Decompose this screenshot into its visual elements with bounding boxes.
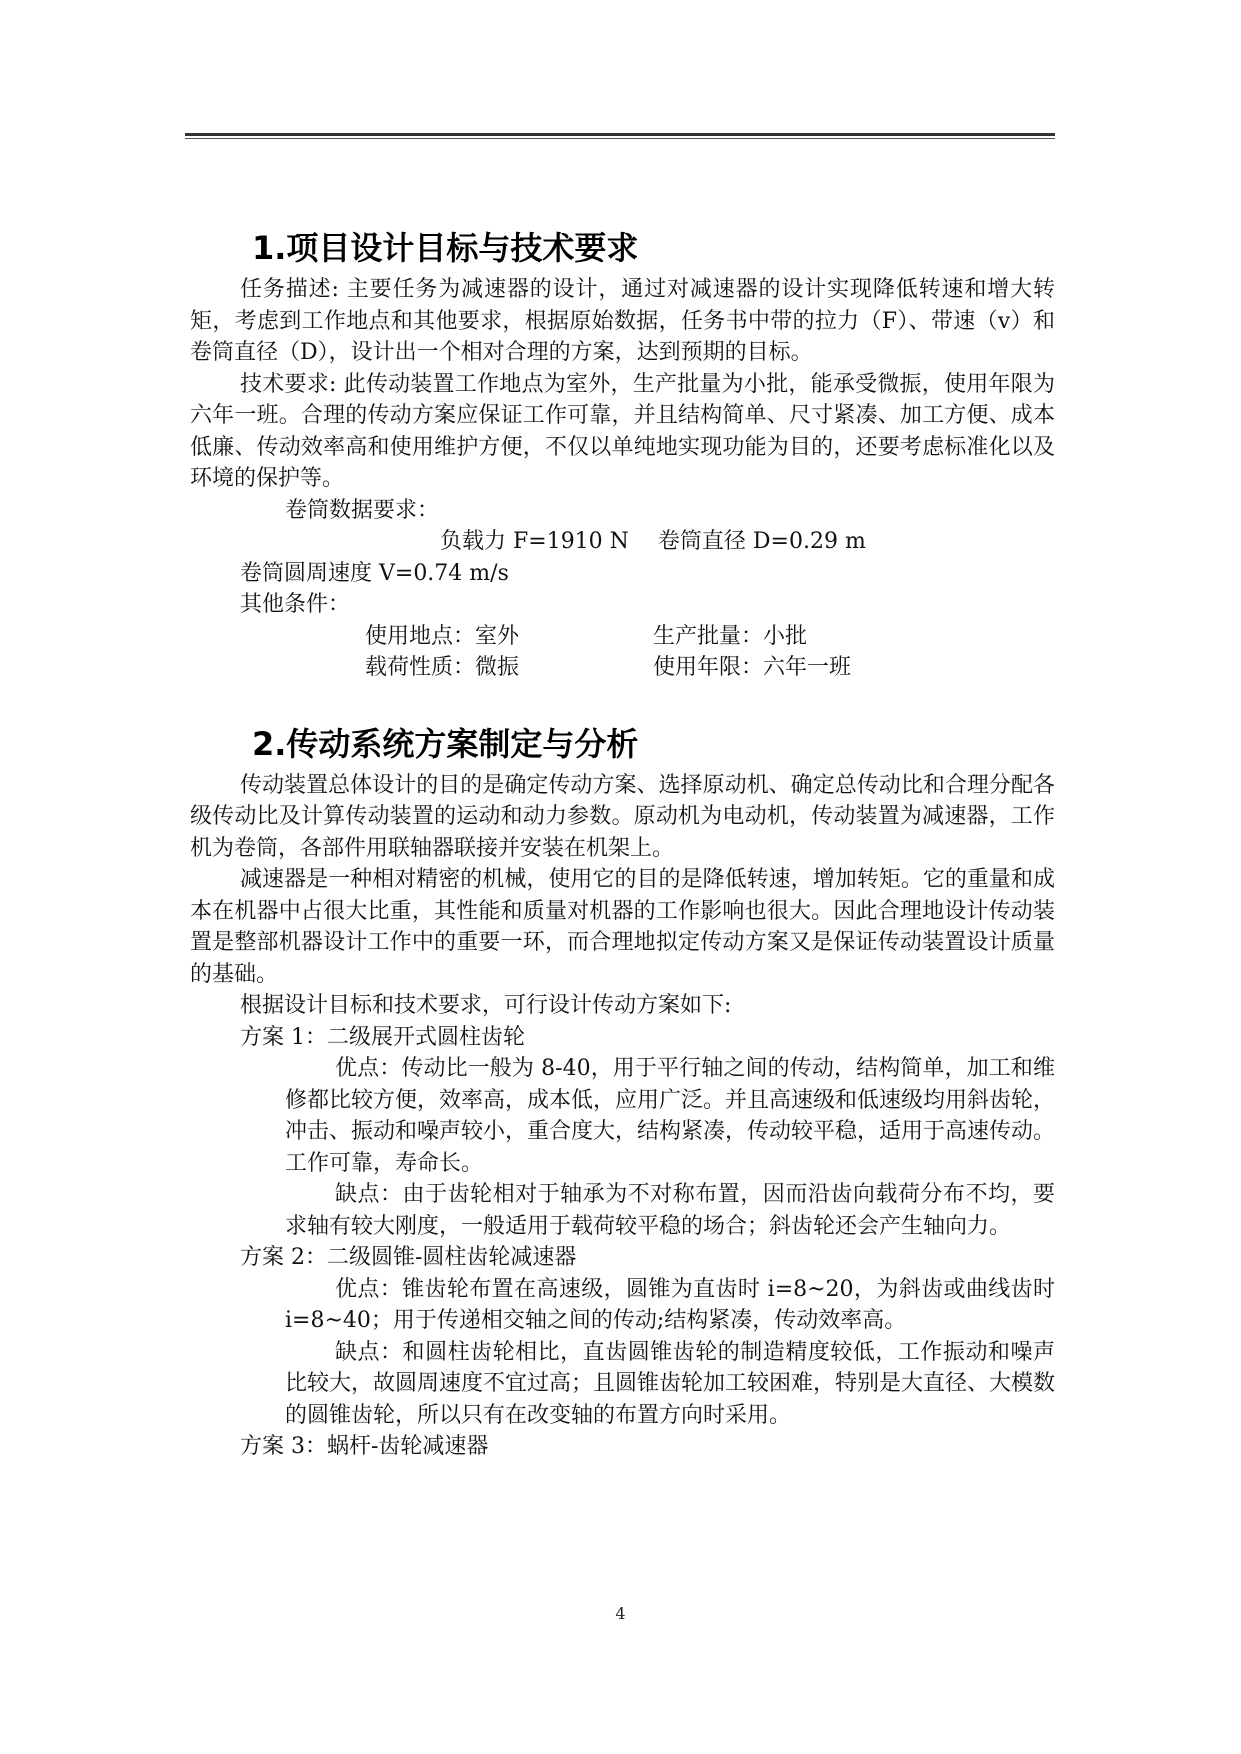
section-title-2: 2.传动系统方案制定与分析 bbox=[252, 724, 639, 763]
section-title-1: 1.项目设计目标与技术要求 bbox=[252, 229, 639, 267]
plan-2-title: 方案 2：二级圆锥-圆柱齿轮减速器 bbox=[240, 1245, 577, 1270]
plan-2-disadvantages: 缺点：和圆柱齿轮相比，直齿圆锥齿轮的制造精度较低，工作振动和噪声比较大，故圆周速度不宜过高；且圆锥齿轮加工较困难，特别是大直径、大模数的圆锥齿轮，所以只有在改变轴的布置方向时采用。 bbox=[285, 1339, 1056, 1428]
paragraph-overall-design: 传动装置总体设计的目的是确定传动方案、选择原动机、确定总传动比和合理分配各级传动比及计算传动装置的运动和动力参数。原动机为电动机，传动装置为减速器，工作机为卷筒，各部件用联轴器联接并安装在机架上。 bbox=[190, 772, 1055, 861]
task-description: 任务描述: 主要任务为减速器的设计，通过对减速器的设计实现降低转速和增大转矩，考虑到工作地点和其他要求，根据原始数据，任务书中带的拉力（F）、带速（v）和卷筒直径（D），设计出一个相对合理的方案，达到预期的目标。 bbox=[190, 277, 1055, 365]
page-content bbox=[190, 222, 1055, 1463]
paragraph-plans-intro: 根据设计目标和技术要求，可行设计传动方案如下: bbox=[240, 993, 732, 1018]
page-number: 4 bbox=[615, 1604, 626, 1623]
header-rule bbox=[185, 133, 1055, 136]
condition-location: 使用地点：室外 bbox=[365, 623, 520, 649]
header-rule-thin bbox=[185, 138, 1055, 139]
paragraph-reducer: 减速器是一种相对精密的机械，使用它的目的是降低转速，增加转矩。它的重量和成本在机器中占很大比重，其性能和质量对机器的工作影响也很大。因此合理地设计传动装置是整部机器设计工作中的重要一环，而合理地拟定传动方案又是保证传动装置设计质量的基础。 bbox=[190, 867, 1055, 987]
conditions-row bbox=[190, 652, 1055, 684]
plan-1-advantages: 优点：传动比一般为 8-40，用于平行轴之间的传动，结构简单，加工和维修都比较方便，效率高，成本低，应用广泛。并且高速级和低速级均用斜齿轮，冲击、振动和噪声较小，重合度大，结构紧凑，传动较平稳，适用于高速传动。工作可靠，寿命长。 bbox=[285, 1056, 1056, 1176]
technical-requirements: 技术要求: 此传动装置工作地点为室外，生产批量为小批，能承受微振，使用年限为六年一班。合理的传动方案应保证工作可靠，并且结构简单、尺寸紧凑、加工方便、成本低廉、传动效率高和使用维护方便，不仅以单纯地实现功能为目的，还要考虑标准化以及环境的保护等。 bbox=[190, 371, 1055, 491]
other-conditions-title: 其他条件： bbox=[240, 592, 351, 617]
drum-data-title: 卷筒数据要求： bbox=[285, 497, 440, 523]
plan-1-title: 方案 1：二级展开式圆柱齿轮 bbox=[240, 1024, 525, 1050]
condition-batch: 生产批量：小批 bbox=[653, 623, 808, 649]
drum-load-and-diameter: 负载力 F=1910 N 卷筒直径 D=0.29 m bbox=[440, 529, 866, 554]
drum-speed: 卷筒圆周速度 V=0.74 m/s bbox=[240, 560, 509, 586]
plan-3-title: 方案 3：蜗杆-齿轮减速器 bbox=[240, 1434, 489, 1459]
plan-2-advantages: 优点：锥齿轮布置在高速级，圆锥为直齿时 i=8~20，为斜齿或曲线齿时 i=8~40；用于传递相交轴之间的传动;结构紧凑，传动效率高。 bbox=[285, 1276, 1055, 1333]
condition-life: 使用年限：六年一班 bbox=[653, 655, 852, 680]
conditions-row bbox=[190, 621, 1055, 653]
condition-load: 载荷性质：微振 bbox=[365, 655, 520, 680]
plan-1-disadvantages: 缺点：由于齿轮相对于轴承为不对称布置，因而沿齿向载荷分布不均，要求轴有较大刚度，一般适用于载荷较平稳的场合；斜齿轮还会产生轴向力。 bbox=[285, 1182, 1055, 1239]
